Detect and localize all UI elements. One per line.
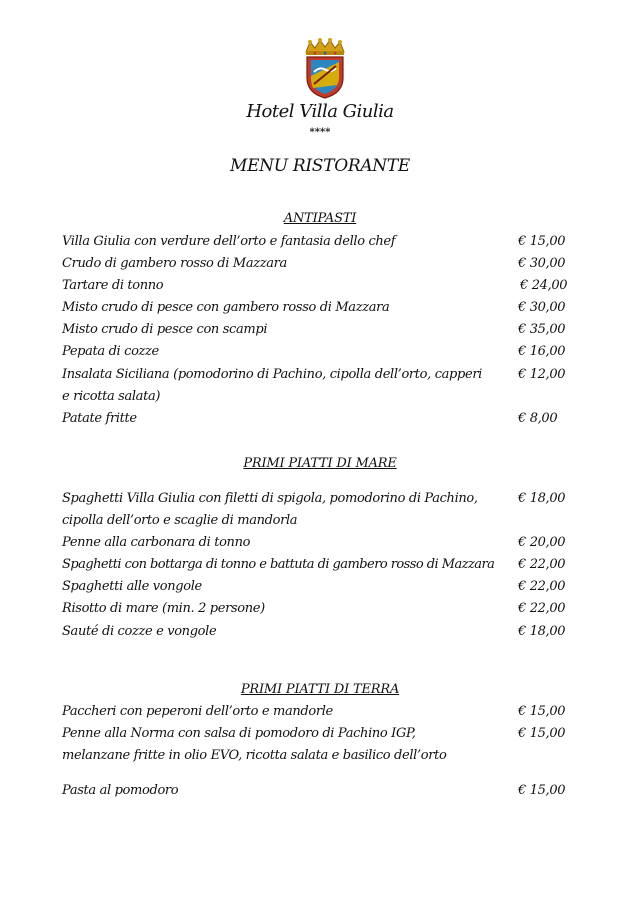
menu-item-name: Crudo di gambero rosso di Mazzara [62, 256, 287, 271]
menu-item-name: Misto crudo di pesce con scampi [62, 322, 268, 337]
menu-title: MENU RISTORANTE [229, 156, 411, 176]
menu-item-name: Spaghetti alle vongole [62, 579, 202, 594]
menu-item-price: € 24,00 [520, 278, 568, 293]
menu-item-name: Risotto di mare (min. 2 persone) [62, 601, 265, 616]
menu-item-name: Penne alla Norma con salsa di pomodoro di Pachino IGP, melanzane fritte in olio EVO, ricotta salata e basilico dell’orto [62, 726, 447, 763]
section-title-primi-terra: PRIMI PIATTI DI TERRA [240, 682, 400, 697]
hotel-stars: **** [309, 127, 331, 138]
menu-item-price: € 30,00 [518, 256, 566, 271]
menu-item-price: € 30,00 [518, 300, 566, 315]
menu-item-name: Sauté di cozze e vongole [62, 624, 217, 639]
menu-item-price: € 12,00 [518, 367, 566, 382]
menu-item-name: Misto crudo di pesce con gambero rosso di Mazzara [62, 300, 390, 315]
menu-item-name: Pasta al pomodoro [62, 783, 179, 798]
menu-item-price: € 16,00 [518, 344, 566, 359]
menu-item-name: Villa Giulia con verdure dell’orto e fantasia dello chef [62, 234, 396, 249]
menu-item-price: € 15,00 [518, 234, 566, 249]
menu-item-price: € 20,00 [518, 535, 566, 550]
menu-item-name: Penne alla carbonara di tonno [62, 535, 251, 550]
menu-item-name: Pepata di cozze [62, 344, 159, 359]
menu-item-price: € 22,00 [518, 579, 566, 594]
menu-item-price: € 15,00 [518, 783, 566, 798]
menu-item-price: € 18,00 [518, 624, 566, 639]
menu-item-name: Paccheri con peperoni dell’orto e mandorle [62, 704, 333, 719]
menu-item-price: € 22,00 [518, 601, 566, 616]
hotel-name: Hotel Villa Giulia [246, 101, 394, 122]
menu-item-name: Tartare di tonno [62, 278, 164, 293]
menu-item-name: Insalata Siciliana (pomodorino di Pachino, cipolla dell’orto, capperi e ricotta salata) [62, 367, 482, 404]
menu-item-price: € 22,00 [518, 557, 566, 572]
menu-item-name: Patate fritte [62, 411, 137, 426]
menu-item-price: € 18,00 [518, 491, 566, 506]
section-title-antipasti: ANTIPASTI [283, 211, 357, 226]
hotel-crest-logo [300, 38, 350, 100]
section-title-primi-mare: PRIMI PIATTI DI MARE [243, 456, 397, 471]
menu-item-price: € 15,00 [518, 726, 566, 741]
menu-item-name: Spaghetti con bottarga di tonno e battuta di gambero rosso di Mazzara [62, 557, 495, 572]
menu-item-price: € 8,00 [518, 411, 558, 426]
menu-item-price: € 15,00 [518, 704, 566, 719]
menu-item-name: Spaghetti Villa Giulia con filetti di spigola, pomodorino di Pachino, cipolla dell’orto e scaglie di mandorla [62, 491, 478, 528]
menu-item-price: € 35,00 [518, 322, 566, 337]
